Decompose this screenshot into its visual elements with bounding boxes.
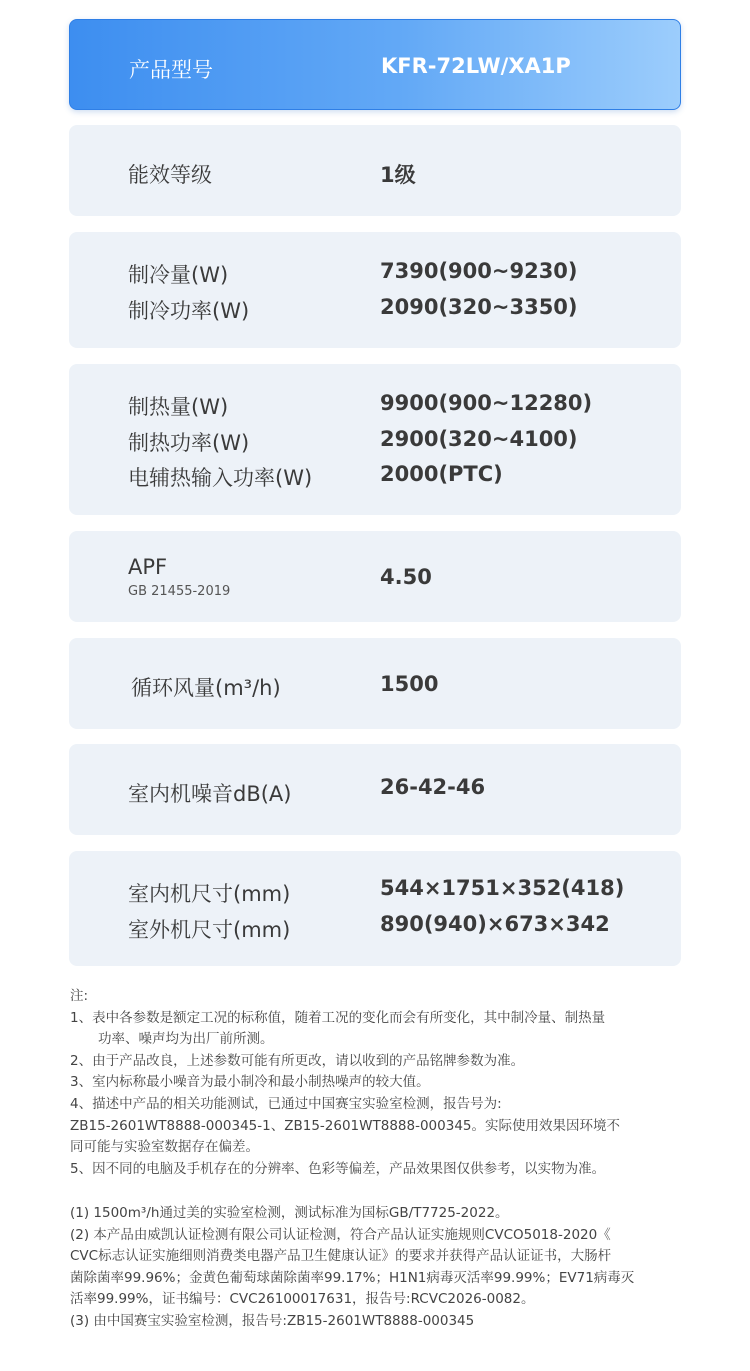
- energy-row: [69, 125, 681, 216]
- apf-standard: GB 21455-2019: [128, 584, 231, 599]
- indoor-size-label: 室内机尺寸(mm): [128, 882, 291, 906]
- footnote-2-line-2: CVC标志认证实施细则消费类电器产品卫生健康认证》的要求并获得产品认证证书，大肠杆: [70, 1248, 612, 1265]
- heating-row: [69, 364, 681, 515]
- apf-value: 4.50: [380, 565, 432, 589]
- note-1-continued: 功率、噪声均为出厂前所测。: [98, 1031, 274, 1048]
- cooling-power-label: 制冷功率(W): [128, 299, 250, 323]
- cooling-row: [69, 232, 681, 348]
- heating-capacity-value: 9900(900~12280): [380, 391, 593, 415]
- airflow-label: 循环风量(m³/h): [131, 676, 281, 700]
- heating-capacity-label: 制热量(W): [128, 395, 229, 419]
- apf-label: APF: [128, 555, 168, 579]
- note-4: 4、描述中产品的相关功能测试，已通过中国赛宝实验室检测，报告号为:: [70, 1095, 502, 1112]
- apf-row: [69, 531, 681, 622]
- footnote-2-line-3: 菌除菌率99.96%；金黄色葡萄球菌除菌率99.17%；H1N1病毒灭活率99.99%；EV71病毒灭: [70, 1269, 635, 1286]
- outdoor-size-label: 室外机尺寸(mm): [128, 918, 291, 942]
- footnote-2-line-4: 活率99.99%，证书编号：CVC26100017631，报告号:RCVC2026-0082。: [70, 1291, 535, 1308]
- notes-section: [70, 986, 690, 1180]
- dimensions-row: [69, 851, 681, 966]
- airflow-row: [69, 638, 681, 729]
- energy-label: 能效等级: [128, 163, 212, 187]
- note-1: 1、表中各参数是额定工况的标称值，随着工况的变化而会有所变化，其中制冷量、制热量: [70, 1009, 606, 1026]
- noise-label: 室内机噪音dB(A): [128, 782, 292, 806]
- noise-row: [69, 744, 681, 835]
- footnote-1: (1) 1500m³/h通过美的实验室检测，测试标准为国标GB/T7725-2022。: [70, 1205, 509, 1221]
- note-5: 5、因不同的电脑及手机存在的分辨率、色彩等偏差，产品效果图仅供参考，以实物为准。: [70, 1160, 606, 1177]
- model-label: 产品型号: [129, 58, 213, 82]
- note-4-report: ZB15-2601WT8888-000345-1、ZB15-2601WT8888-000345。实际使用效果因环境不: [70, 1117, 621, 1134]
- cooling-capacity-value: 7390(900~9230): [380, 259, 578, 283]
- model-value: KFR-72LW/XA1P: [381, 54, 571, 78]
- notes-title: 注:: [70, 988, 89, 1004]
- footnote-2: (2) 本产品由威凯认证检测有限公司认证检测，符合产品认证实施规则CVCO5018-2020《: [70, 1226, 611, 1243]
- heating-power-value: 2900(320~4100): [380, 427, 578, 451]
- aux-heat-label: 电辅热输入功率(W): [128, 466, 313, 490]
- aux-heat-value: 2000(PTC): [380, 462, 503, 486]
- model-row: [69, 19, 681, 110]
- footnote-3: (3) 由中国赛宝实验室检测，报告号:ZB15-2601WT8888-000345: [70, 1312, 475, 1329]
- note-4-continued: 同可能与实验室数据存在偏差。: [70, 1139, 259, 1156]
- cooling-capacity-label: 制冷量(W): [128, 263, 229, 287]
- note-2: 2、由于产品改良，上述参数可能有所更改，请以收到的产品铭牌参数为准。: [70, 1052, 525, 1069]
- indoor-size-value: 544×1751×352(418): [380, 876, 625, 900]
- heating-power-label: 制热功率(W): [128, 431, 250, 455]
- energy-value: 1级: [380, 163, 416, 187]
- airflow-value: 1500: [380, 672, 439, 696]
- outdoor-size-value: 890(940)×673×342: [380, 912, 610, 936]
- footnotes-section: [70, 1203, 690, 1333]
- note-3: 3、室内标称最小噪音为最小制冷和最小制热噪声的较大值。: [70, 1074, 430, 1091]
- noise-value: 26-42-46: [380, 775, 486, 799]
- cooling-power-value: 2090(320~3350): [380, 295, 578, 319]
